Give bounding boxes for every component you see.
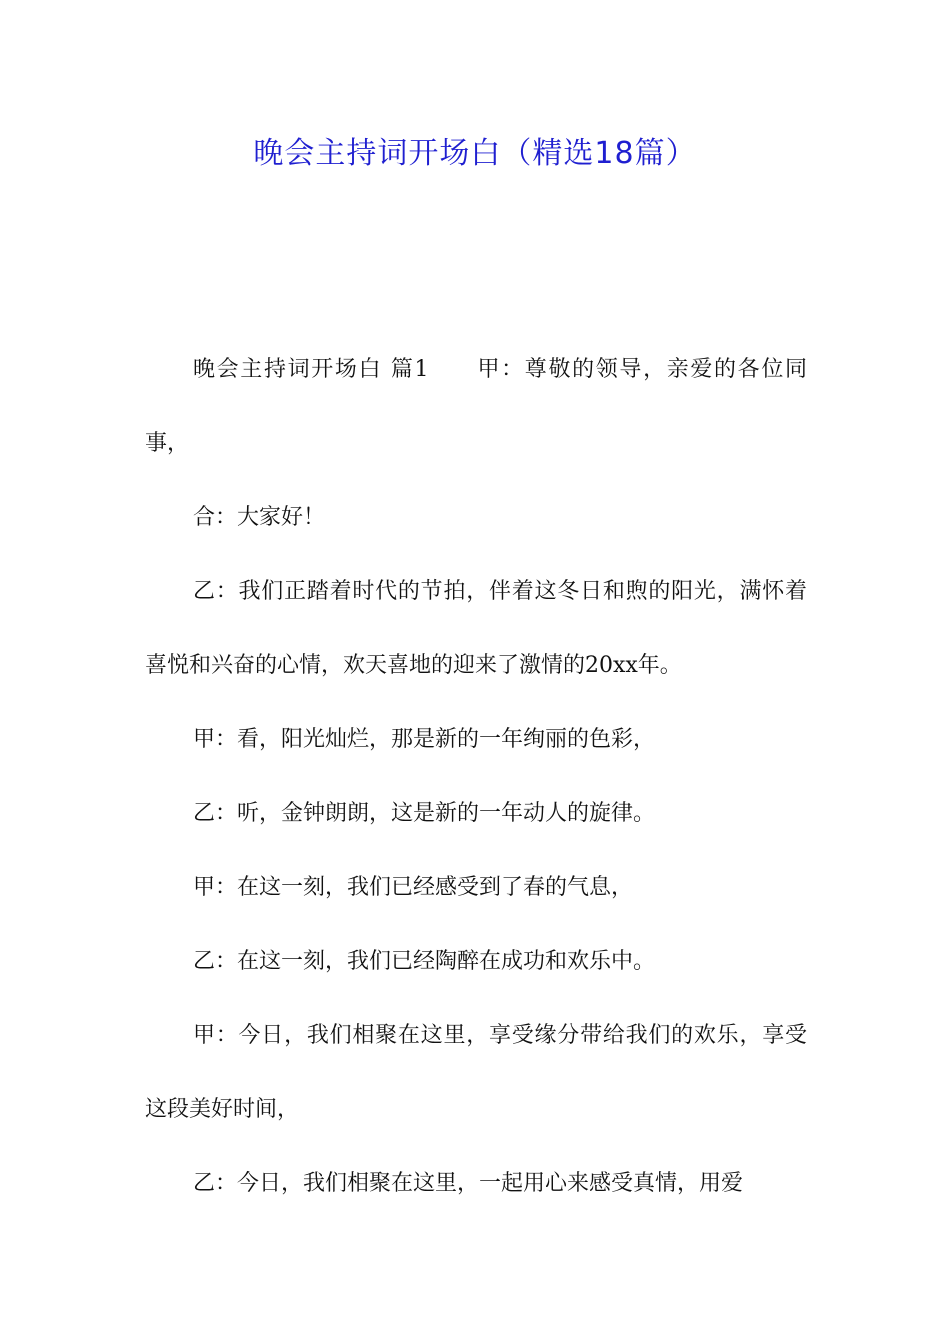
paragraph-3: 乙：我们正踏着时代的节拍，伴着这冬日和煦的阳光，满怀着喜悦和兴奋的心情，欢天喜地的迎来了激情的20xx年。 (145, 579, 807, 678)
document-title: 晚会主持词开场白（精选18篇） (253, 136, 697, 171)
paragraph-6: 甲：在这一刻，我们已经感受到了春的气息， (193, 875, 634, 900)
paragraph-5: 乙：听，金钟朗朗，这是新的一年动人的旋律。 (193, 801, 656, 826)
paragraph-7: 乙：在这一刻，我们已经陶醉在成功和欢乐中。 (193, 949, 656, 974)
paragraph-9: 乙：今日，我们相聚在这里，一起用心来感受真情，用爱 (193, 1171, 744, 1196)
paragraph-2: 合：大家好！ (193, 505, 326, 530)
document-body (145, 333, 807, 1221)
paragraph-8: 甲：今日，我们相聚在这里，享受缘分带给我们的欢乐，享受这段美好时间， (145, 1023, 807, 1122)
paragraph-1: 晚会主持词开场白 篇1 甲：尊敬的领导，亲爱的各位同事， (145, 357, 807, 456)
paragraph-4: 甲：看，阳光灿烂，那是新的一年绚丽的色彩， (193, 727, 656, 752)
